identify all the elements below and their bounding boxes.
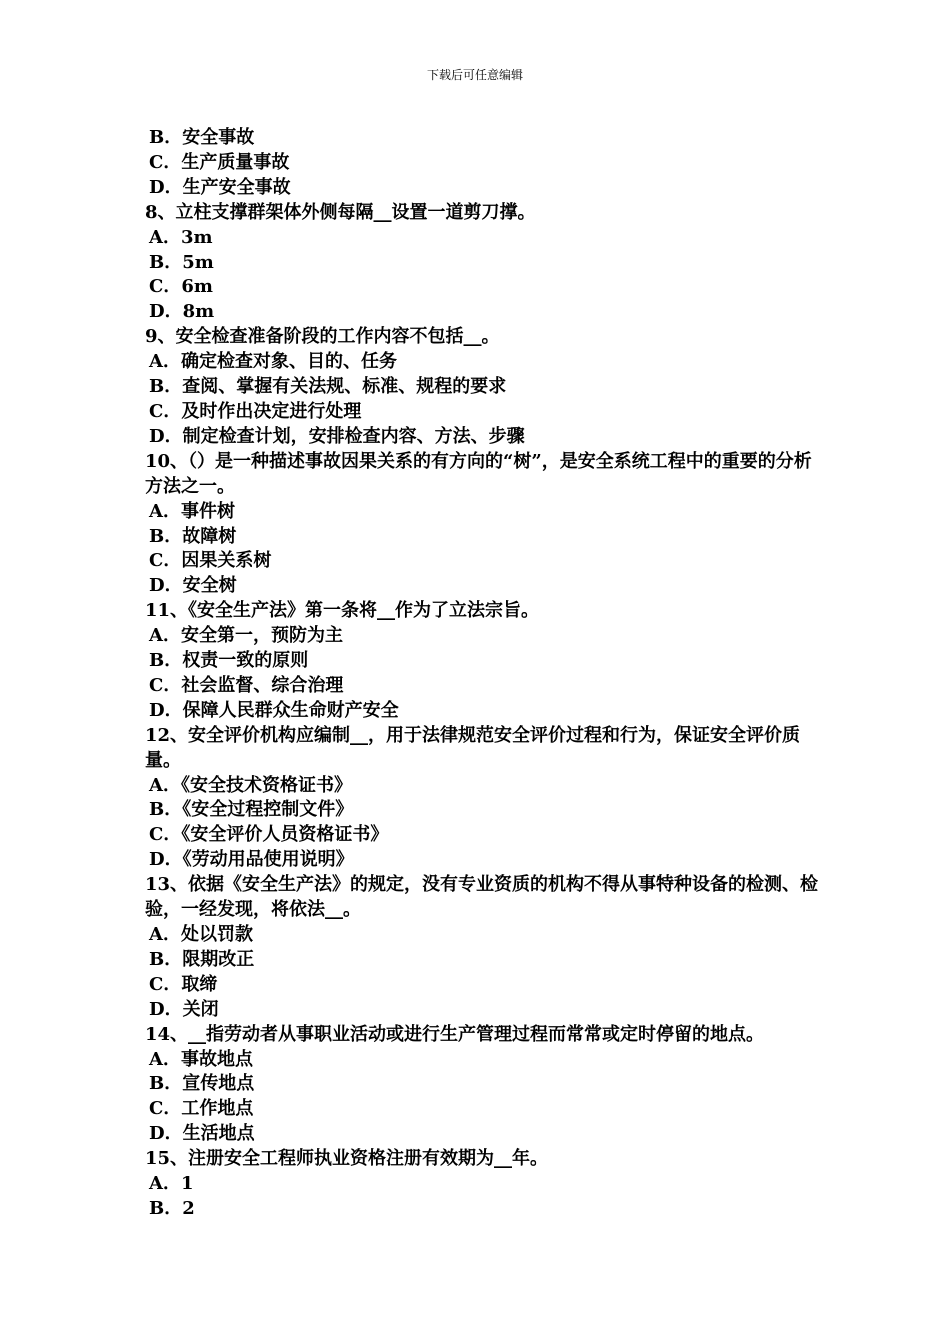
question-stem: 11、《安全生产法》第一条将__作为了立法宗旨。 [145,600,540,622]
option: A．确定检查对象、目的、任务 [149,351,397,373]
question-stem: 14、__指劳动者从事职业活动或进行生产管理过程而常常或定时停留的地点。 [145,1023,765,1045]
option: C．工作地点 [149,1098,254,1120]
option: B．宣传地点 [149,1073,255,1095]
option: D．关闭 [149,998,219,1020]
option: A．事件树 [149,500,235,522]
option: C．生产质量事故 [149,151,290,173]
question-stem: 9、安全检查准备阶段的工作内容不包括__。 [145,326,500,348]
option: D．生活地点 [149,1123,255,1145]
option: D．《劳动用品使用说明》 [149,849,354,871]
option: C．社会监督、综合治理 [149,674,344,696]
option: D．制定检查计划，安排检查内容、方法、步骤 [149,425,525,447]
option: B．2 [149,1197,195,1219]
option: B．查阅、掌握有关法规、标准、规程的要求 [149,376,507,398]
option: A．安全第一，预防为主 [149,625,343,647]
option: D．安全树 [149,575,237,597]
question-stem: 13、依据《安全生产法》的规定，没有专业资质的机构不得从事特种设备的检测、检验，一经发现，将依法__。 [145,874,819,921]
option: C．因果关系树 [149,550,272,572]
option: B．权责一致的原则 [149,650,309,672]
option: C．及时作出决定进行处理 [149,400,362,422]
option: C．取缔 [149,973,218,995]
question-stem: 10、（）是一种描述事故因果关系的有方向的“树”，是安全系统工程中的重要的分析方法之一。 [145,450,812,497]
document-body [145,126,825,1222]
page-header: 下载后可任意编辑 [426,68,523,82]
option: B．5m [149,251,214,273]
question-stem: 8、立柱支撑群架体外侧每隔__设置一道剪刀撑。 [145,201,536,223]
option: C．6m [149,276,213,298]
option: B．安全事故 [149,127,255,148]
question-stem: 15、注册安全工程师执业资格注册有效期为__年。 [145,1148,549,1170]
option: A．《安全技术资格证书》 [149,774,352,796]
option: A．3m [149,226,213,248]
option: D．8m [149,301,215,323]
option: C．《安全评价人员资格证书》 [149,824,389,846]
question-stem: 12、安全评价机构应编制__，用于法律规范安全评价过程和行为，保证安全评价质量。 [145,724,801,771]
option: A．处以罚款 [149,924,253,945]
option: A．1 [149,1173,194,1195]
option: B．故障树 [149,525,237,547]
option: D．保障人民群众生命财产安全 [149,699,399,721]
option: B．《安全过程控制文件》 [149,799,354,821]
option: A．事故地点 [149,1048,253,1070]
option: B．限期改正 [149,948,255,970]
option: D．生产安全事故 [149,176,291,198]
